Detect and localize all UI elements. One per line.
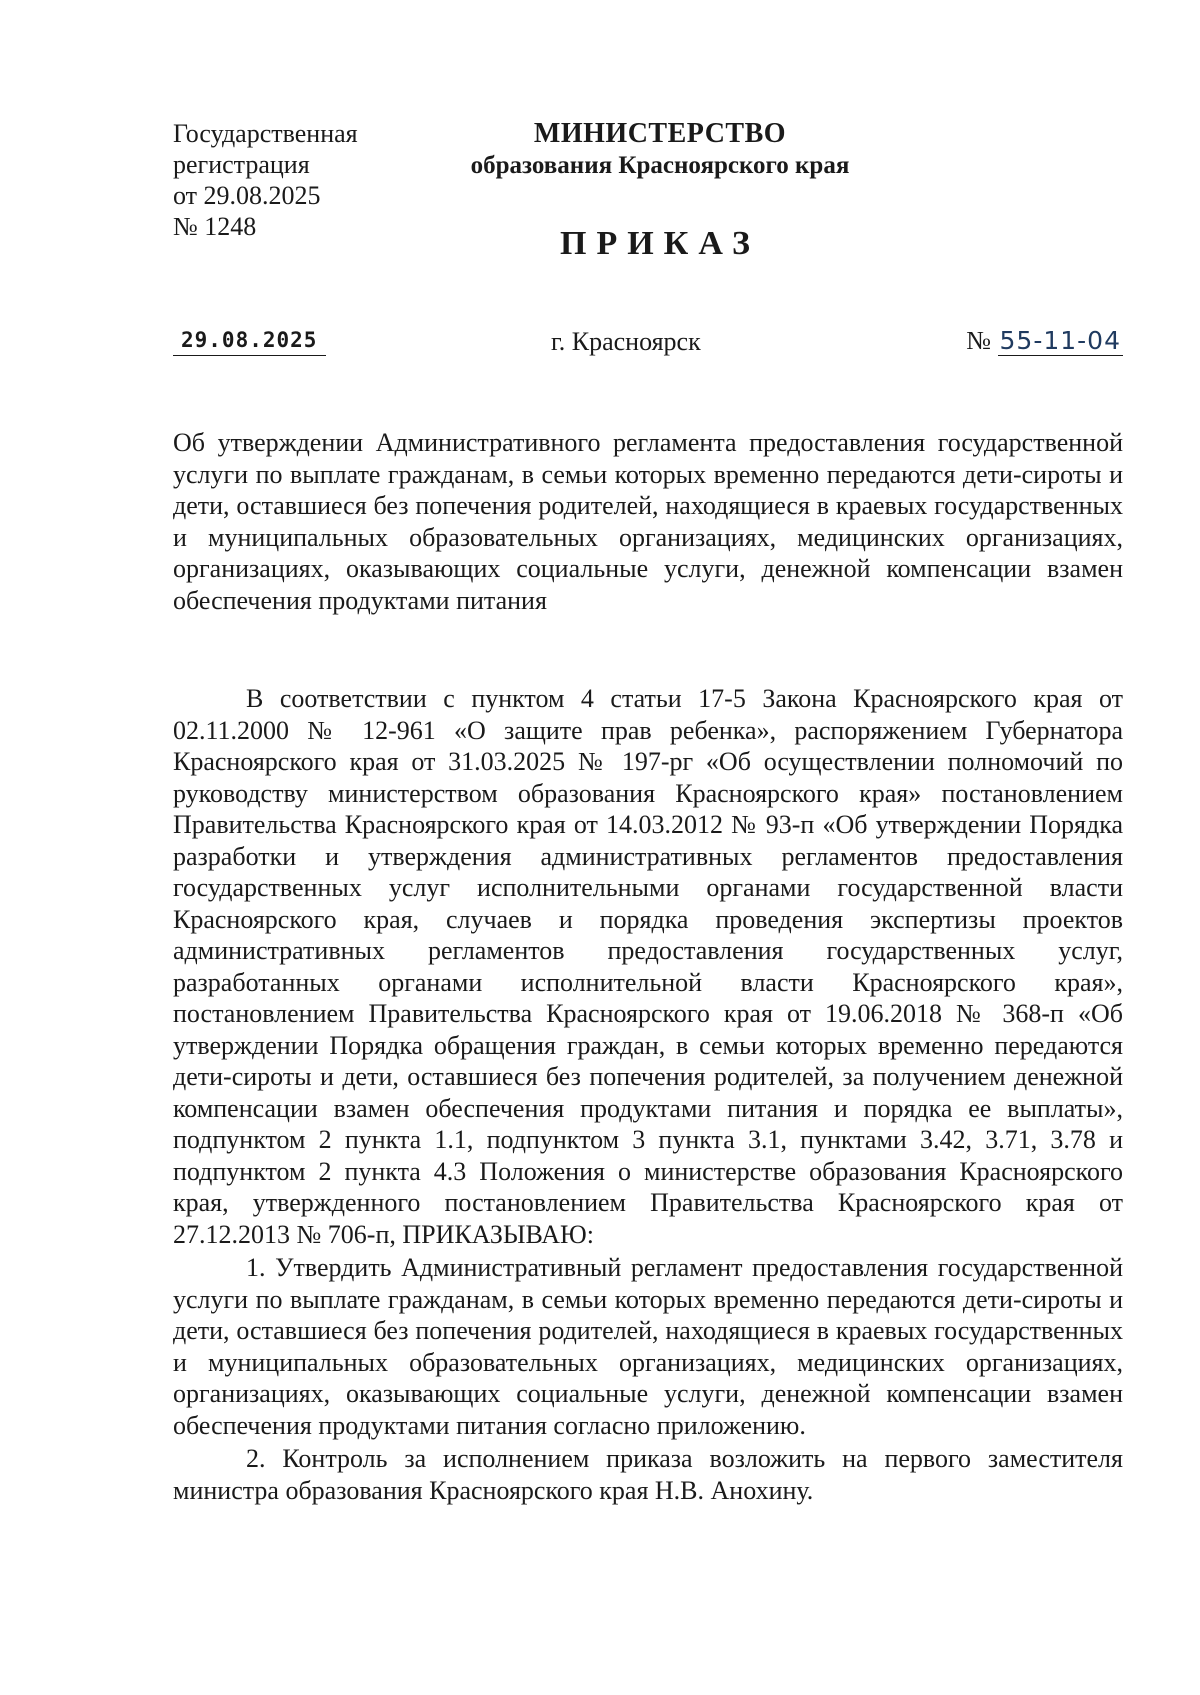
registration-date: от 29.08.2025: [173, 181, 321, 210]
order-title: ПРИКАЗ: [560, 225, 760, 262]
date-city-number-line: [173, 325, 1123, 365]
order-body: [173, 683, 1123, 1506]
order-preamble: В соответствии с пунктом 4 статьи 17-5 Закона Красноярского края от 02.11.2000 № 12-961 «О защите прав ребенка», распоряжением Губернатора Красноярского края от 31.03.2025 № 197-рг «Об осуществлении полномочий по руководству министерством образования Красноярского края» постановлением Правительства Красноярского края от 14.03.2012 № 93-п «Об утверждении Порядка разработки и утверждения административных регламентов предоставления государственных услуг исполнительными органами государственной власти Красноярского края, случаев и порядка проведения экспертизы проектов административных регламентов предоставления государственных услуг, разработанных органами исполнительной власти Красноярского края», постановлением Правительства Красноярского края от 19.06.2018 № 368-п «Об утверждении Порядка обращения граждан, в семьи которых временно передаются дети-сироты и дети, оставшиеся без попечения родителей, за получением денежной компенсации взамен обеспечения продуктами питания и порядка ее выплаты», подпунктом 2 пункта 1.1, подпунктом 3 пункта 3.1, пунктами 3.42, 3.71, 3.78 и подпунктом 2 пункта 4.3 Положения о министерстве образования Красноярского края, утвержденного постановлением Правительства Красноярского края от 27.12.2013 № 706-п, ПРИКАЗЫВАЮ:: [173, 684, 1123, 1249]
order-date: 29.08.2025: [173, 325, 326, 356]
order-subject: Об утверждении Административного регламента предоставления государственной услуги по выплате гражданам, в семьи которых временно передаются дети-сироты и дети, оставшиеся без попечения родителей, находящиеся в краевых государственных и муниципальных образовательных организациях, медицинских организациях, организациях, оказывающих социальные услуги, денежной компенсации взамен обеспечения продуктами питания: [173, 428, 1123, 615]
order-number: [966, 323, 1123, 359]
ministry-header: [420, 118, 900, 264]
registration-line-2: регистрация: [173, 150, 310, 179]
ministry-subtitle: образования Красноярского края: [470, 152, 850, 179]
registration-block: [173, 118, 358, 242]
order-item: 2. Контроль за исполнением приказа возложить на первого заместителя министра образования Красноярского края Н.В. Анохину.: [173, 1444, 1123, 1505]
order-city: г. Красноярск: [551, 327, 701, 356]
registration-number: № 1248: [173, 212, 257, 241]
order-item: 1. Утвердить Административный регламент предоставления государственной услуги по выплате гражданам, в семьи которых временно передаются дети-сироты и дети, оставшиеся без попечения родителей, находящиеся в краевых государственных и муниципальных образовательных организациях, медицинских организациях, организациях, оказывающих социальные услуги, денежной компенсации взамен обеспечения продуктами питания согласно приложению.: [173, 1253, 1123, 1440]
order-number-value: 55-11-04: [999, 326, 1121, 355]
ministry-title: МИНИСТЕРСТВО: [533, 118, 787, 149]
order-number-prefix: №: [966, 326, 992, 355]
registration-line-1: Государственная: [173, 119, 358, 148]
